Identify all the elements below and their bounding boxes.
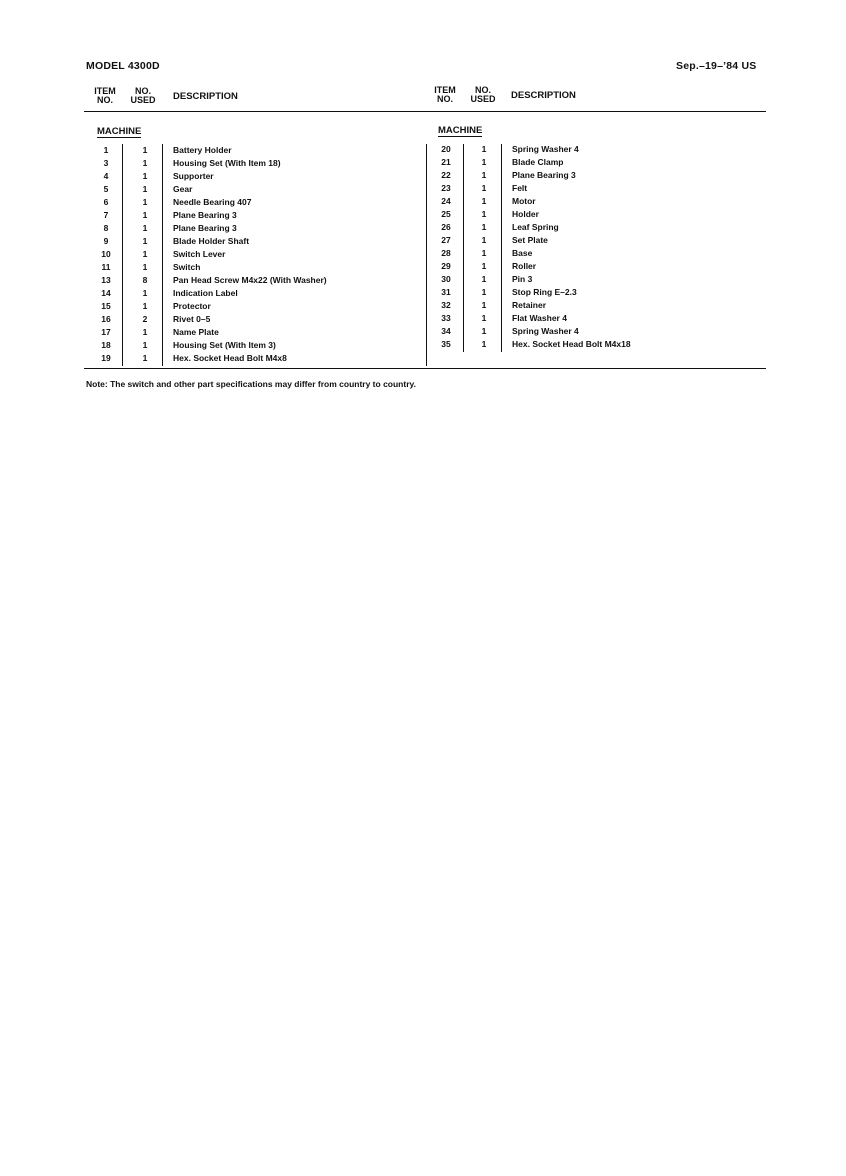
part-description: Flat Washer 4 (512, 313, 567, 323)
item-number: 25 (441, 209, 451, 219)
footer-rule (84, 368, 766, 369)
item-header-label: ITEM (94, 86, 116, 96)
item-header-sub: NO. (96, 95, 113, 105)
footnote: Note: The switch and other part specifications may differ from country to country. (86, 379, 416, 389)
part-row (0, 221, 846, 234)
quantity-used: 1 (481, 300, 487, 310)
quantity-used: 1 (142, 171, 148, 181)
part-description: Gear (173, 184, 193, 194)
part-description: Spring Washer 4 (512, 144, 579, 154)
quantity-used: 1 (142, 236, 148, 246)
left-section-title: MACHINE (97, 126, 142, 137)
part-description: Plane Bearing 3 (173, 210, 237, 220)
part-row (0, 260, 846, 273)
item-number: 20 (441, 144, 451, 154)
part-description: Retainer (512, 300, 547, 310)
item-number: 9 (103, 236, 109, 246)
item-number: 7 (103, 210, 109, 220)
right-section-title: MACHINE (438, 125, 483, 136)
quantity-used: 1 (481, 235, 487, 245)
item-number: 22 (441, 170, 451, 180)
used-header-label: NO. (474, 85, 491, 95)
quantity-used: 1 (481, 170, 487, 180)
item-number: 5 (103, 184, 109, 194)
quantity-used: 1 (481, 313, 487, 323)
part-description: Roller (512, 261, 537, 271)
part-description: Felt (512, 183, 528, 193)
item-number: 32 (441, 300, 451, 310)
part-description: Blade Holder Shaft (173, 236, 250, 246)
item-number: 1 (103, 145, 109, 155)
item-number: 23 (441, 183, 451, 193)
part-row (0, 273, 846, 286)
quantity-used: 1 (481, 209, 487, 219)
item-number: 28 (441, 248, 451, 258)
quantity-used: 1 (142, 301, 148, 311)
part-row (0, 312, 846, 325)
quantity-used: 1 (481, 196, 487, 206)
item-number: 8 (103, 223, 109, 233)
quantity-used: 1 (481, 326, 487, 336)
item-number: 16 (101, 314, 111, 324)
item-number: 26 (441, 222, 451, 232)
part-description: Housing Set (With Item 18) (173, 158, 281, 168)
part-description: Leaf Spring (512, 222, 559, 232)
part-description: Supporter (173, 171, 214, 181)
quantity-used: 1 (142, 145, 148, 155)
header-rule (84, 111, 766, 112)
quantity-used: 1 (481, 144, 487, 154)
part-description: Rivet 0–5 (173, 314, 211, 324)
part-description: Indication Label (173, 288, 238, 298)
part-row (0, 234, 846, 247)
part-description: Plane Bearing 3 (173, 223, 237, 233)
quantity-used: 1 (481, 157, 487, 167)
part-row (0, 182, 846, 195)
quantity-used: 1 (481, 339, 487, 349)
part-description: Set Plate (512, 235, 548, 245)
quantity-used: 1 (142, 210, 148, 220)
part-row (0, 325, 846, 338)
item-number: 30 (441, 274, 451, 284)
part-row (0, 299, 846, 312)
part-description: Protector (173, 301, 211, 311)
quantity-used: 1 (142, 223, 148, 233)
item-number: 27 (441, 235, 451, 245)
model-number: MODEL 4300D (86, 60, 160, 72)
part-description: Hex. Socket Head Bolt M4x8 (173, 353, 287, 363)
item-number: 6 (103, 197, 109, 207)
item-header-label: ITEM (434, 85, 456, 95)
part-description: Switch (173, 262, 201, 272)
revision-date: Sep.–19–’84 US (676, 60, 757, 72)
item-number: 4 (103, 171, 109, 181)
quantity-used: 1 (481, 183, 487, 193)
part-row (0, 169, 846, 182)
quantity-used: 1 (142, 184, 148, 194)
quantity-used: 1 (481, 274, 487, 284)
part-description: Housing Set (With Item 3) (173, 340, 276, 350)
quantity-used: 2 (142, 314, 148, 324)
used-header-label: NO. (134, 86, 151, 96)
item-number: 29 (441, 261, 451, 271)
part-description: Needle Bearing 407 (173, 197, 252, 207)
quantity-used: 8 (142, 275, 148, 285)
right-item-header (428, 86, 462, 104)
left-item-header (88, 87, 122, 105)
item-number: 34 (441, 326, 451, 336)
part-row (0, 286, 846, 299)
part-description: Motor (512, 196, 536, 206)
quantity-used: 1 (142, 340, 148, 350)
part-description: Pin 3 (512, 274, 533, 284)
part-description: Pan Head Screw M4x22 (With Washer) (173, 275, 327, 285)
part-description: Base (512, 248, 533, 258)
right-used-header (465, 86, 501, 104)
part-row (0, 195, 846, 208)
part-description: Spring Washer 4 (512, 326, 579, 336)
item-number: 3 (103, 158, 109, 168)
item-number: 24 (441, 196, 451, 206)
part-description: Battery Holder (173, 145, 232, 155)
part-description: Hex. Socket Head Bolt M4x18 (512, 339, 631, 349)
part-description: Blade Clamp (512, 157, 564, 167)
item-number: 19 (101, 353, 111, 363)
used-header-sub: USED (130, 95, 156, 105)
item-header-sub: NO. (436, 94, 453, 104)
item-number: 14 (101, 288, 111, 298)
quantity-used: 1 (142, 327, 148, 337)
part-row (0, 143, 846, 156)
quantity-used: 1 (142, 197, 148, 207)
quantity-used: 1 (142, 262, 148, 272)
left-description-header: DESCRIPTION (173, 91, 238, 102)
quantity-used: 1 (481, 222, 487, 232)
part-row (0, 352, 846, 365)
item-number: 33 (441, 313, 451, 323)
part-description: Switch Lever (173, 249, 226, 259)
quantity-used: 1 (142, 249, 148, 259)
quantity-used: 1 (142, 353, 148, 363)
part-description: Name Plate (173, 327, 219, 337)
part-row (0, 156, 846, 169)
part-description: Plane Bearing 3 (512, 170, 576, 180)
item-number: 11 (101, 262, 111, 272)
part-row (0, 247, 846, 260)
quantity-used: 1 (481, 287, 487, 297)
quantity-used: 1 (481, 248, 487, 258)
item-number: 15 (101, 301, 111, 311)
part-description: Holder (512, 209, 539, 219)
item-number: 35 (441, 339, 451, 349)
quantity-used: 1 (142, 288, 148, 298)
quantity-used: 1 (142, 158, 148, 168)
part-description: Stop Ring E–2.3 (512, 287, 577, 297)
used-header-sub: USED (470, 94, 496, 104)
part-row (0, 208, 846, 221)
right-description-header: DESCRIPTION (511, 90, 576, 101)
item-number: 18 (101, 340, 111, 350)
item-number: 10 (101, 249, 111, 259)
left-used-header (125, 87, 161, 105)
item-number: 13 (101, 275, 111, 285)
item-number: 31 (441, 287, 451, 297)
part-row (0, 338, 846, 351)
item-number: 17 (101, 327, 111, 337)
quantity-used: 1 (481, 261, 487, 271)
item-number: 21 (441, 157, 451, 167)
